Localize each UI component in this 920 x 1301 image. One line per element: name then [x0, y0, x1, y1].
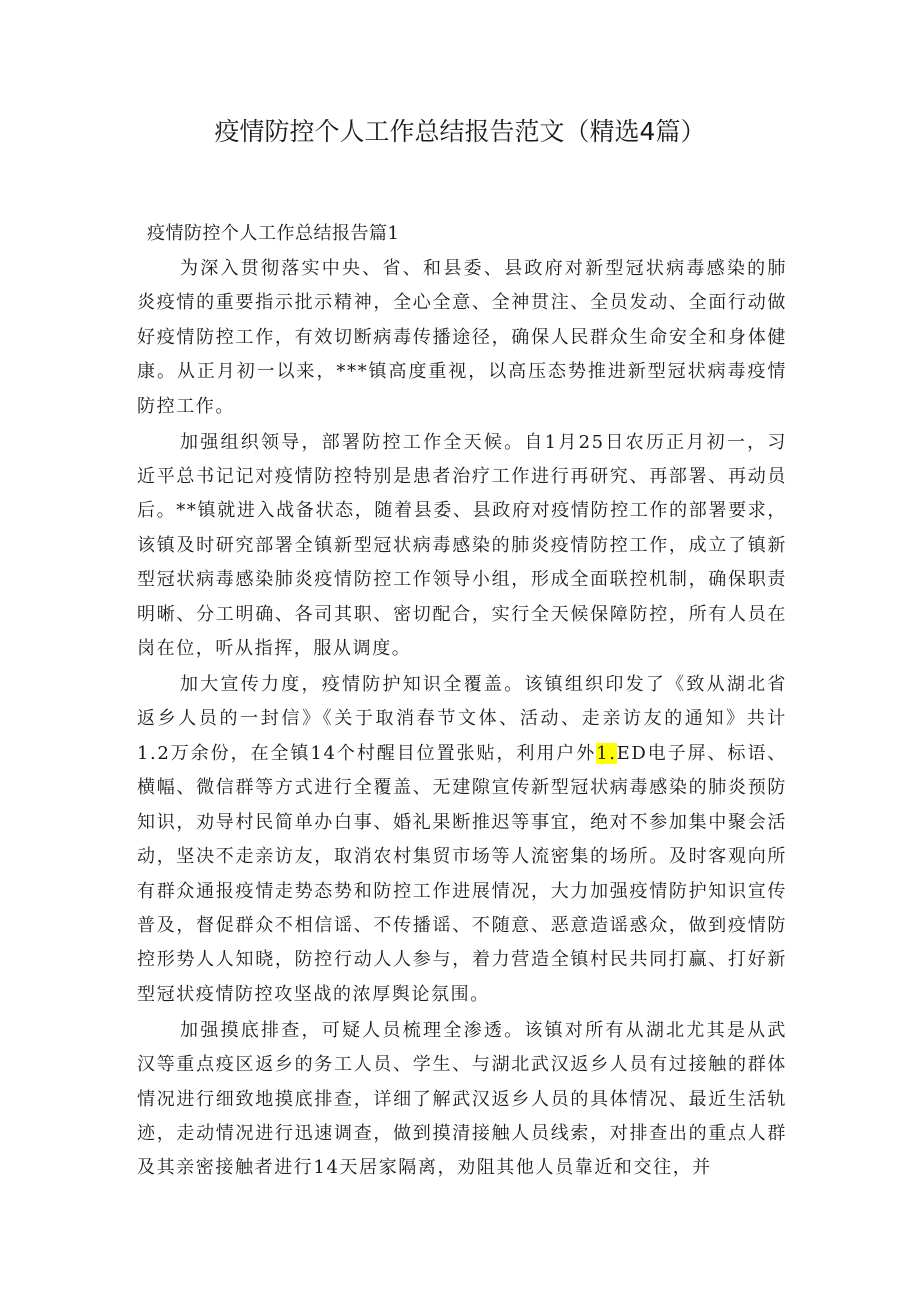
document-body — [137, 252, 787, 1187]
section-heading: 疫情防控个人工作总结报告篇1 — [147, 223, 400, 244]
highlighted-text: 1. — [596, 742, 617, 764]
paragraph-3-text-after: ED电子屏、标语、横幅、微信群等方式进行全覆盖、无建隙宣传新型冠状病毒感染的肺炎预防知识，劝导村民简单办白事、婚礼果断推迟等事宜，绝对不参加集中聚会活动，坚决不走亲访友，取消农村集贸市场等人流密集的场所。及时客观向所有群众通报疫情走势态势和防控工作进展情况，大力加强疫情防护知识宣传普及，督促群众不相信谣、不传播谣、不随意、恶意造谣惑众，做到疫情防控形势人人知晓，防控行动人人参与，着力营造全镇村民共同打赢、打好新型冠状疫情防控攻坚战的浓厚舆论氛围。 — [137, 742, 787, 1005]
paragraph-4: 加强摸底排查，可疑人员梳理全渗透。该镇对所有从湖北尤其是从武汉等重点疫区返乡的务工人员、学生、与湖北武汉返乡人员有过接触的群体情况进行细致地摸底排查，详细了解武汉返乡人员的具体情况、最近生活轨迹，走动情况进行迅速调查，做到摸清接触人员线索，对排查出的重点人群及其亲密接触者进行14天居家隔离，劝阻其他人员靠近和交往，并 — [137, 1019, 787, 1179]
document-title: 疫情防控个人工作总结报告范文（精选4篇） — [214, 117, 706, 146]
paragraph-2: 加强组织领导，部署防控工作全天候。自1月25日农历正月初一，习近平总书记记对疫情防控特别是患者治疗工作进行再研究、再部署、再动员后。**镇就进入战备状态，随着县委、县政府对疫情防控工作的部署要求，该镇及时研究部署全镇新型冠状病毒感染的肺炎疫情防控工作，成立了镇新型冠状病毒感染肺炎疫情防控工作领导小组，形成全面联控机制，确保职责明晰、分工明确、各司其职、密切配合，实行全天候保障防控，所有人员在岗在位，听从指挥，服从调度。 — [137, 431, 788, 660]
paragraph-3 — [137, 668, 787, 1012]
paragraph-1: 为深入贯彻落实中央、省、和县委、县政府对新型冠状病毒感染的肺炎疫情的重要指示批示精神，全心全意、全神贯注、全员发动、全面行动做好疫情防控工作，有效切断病毒传播途径，确保人民群众生命安全和身体健康。从正月初一以来，***镇高度重视，以高压态势推进新型冠状病毒疫情防控工作。 — [137, 258, 787, 417]
paragraph-3-text-before: 加大宣传力度，疫情防护知识全覆盖。该镇组织印发了《致从湖北省返乡人员的一封信》《关于取消春节文体、活动、走亲访友的通知》共计1.2万余份，在全镇14个村醒目位置张贴，利用户外 — [137, 674, 787, 764]
